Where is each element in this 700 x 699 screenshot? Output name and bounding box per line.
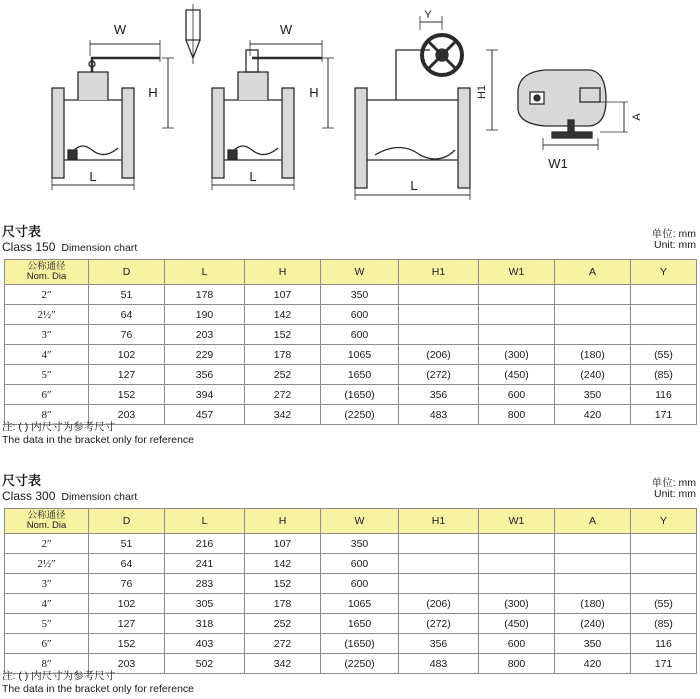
cell-w1: (450) — [479, 614, 555, 634]
cell-w: 350 — [321, 534, 399, 554]
header-w: W — [321, 509, 399, 534]
cell-a: 350 — [555, 634, 631, 654]
cell-h1: (206) — [399, 594, 479, 614]
table-row — [5, 614, 697, 634]
section-title: 尺寸表 — [2, 224, 42, 239]
cell-nom: 5″ — [5, 614, 89, 634]
label-w-left: W — [113, 22, 127, 37]
header-nom-en: Nom. Dia — [26, 520, 67, 531]
dimension-chart-label: Dimension chart — [61, 491, 138, 503]
cell-w1: (300) — [479, 594, 555, 614]
cell-l: 502 — [165, 654, 245, 674]
cell-nom: 2″ — [5, 285, 89, 305]
class-label: Class 150 — [2, 240, 56, 254]
table-row — [5, 594, 697, 614]
class-300-section — [0, 467, 700, 699]
cell-a — [555, 305, 631, 325]
cell-y — [631, 305, 697, 325]
header-w1: W1 — [479, 509, 555, 534]
cell-a: 420 — [555, 654, 631, 674]
header-h1: H1 — [399, 509, 479, 534]
header-d: D — [89, 509, 165, 534]
cell-w: 1650 — [321, 614, 399, 634]
dimension-table — [4, 259, 697, 425]
label-w-mid: W — [279, 22, 293, 37]
cell-l: 203 — [165, 325, 245, 345]
header-y: Y — [631, 260, 697, 285]
reference-note — [2, 670, 194, 696]
cell-nom: 4″ — [5, 594, 89, 614]
class-150-section — [0, 218, 700, 454]
cell-a: (180) — [555, 345, 631, 365]
cell-nom: 4″ — [5, 345, 89, 365]
header-h1: H1 — [399, 260, 479, 285]
cell-w: (1650) — [321, 385, 399, 405]
cell-h1: (272) — [399, 614, 479, 634]
cell-w1 — [479, 285, 555, 305]
section-subtitle — [2, 489, 137, 503]
label-y-right: Y — [424, 9, 432, 21]
cell-nom: 2″ — [5, 534, 89, 554]
cell-w1: 600 — [479, 634, 555, 654]
cell-a: 420 — [555, 405, 631, 425]
cell-nom: 3″ — [5, 574, 89, 594]
header-a: A — [555, 260, 631, 285]
cell-w: 600 — [321, 305, 399, 325]
reference-note — [2, 421, 194, 447]
table-row — [5, 305, 697, 325]
label-l-mid: L — [249, 169, 257, 184]
cell-h1 — [399, 554, 479, 574]
cell-d: 127 — [89, 614, 165, 634]
cell-w: 600 — [321, 554, 399, 574]
cell-w: (1650) — [321, 634, 399, 654]
note-en: The data in the bracket only for reference — [2, 434, 195, 446]
cell-w1 — [479, 574, 555, 594]
table-row — [5, 534, 697, 554]
cell-y — [631, 325, 697, 345]
cell-d: 51 — [89, 534, 165, 554]
cell-h: 152 — [245, 325, 321, 345]
class-label: Class 300 — [2, 489, 56, 503]
header-nom-cn: 公称通径 — [27, 510, 66, 521]
header-nom-dia — [5, 509, 89, 534]
cell-y: (55) — [631, 594, 697, 614]
cell-a — [555, 554, 631, 574]
cell-l: 229 — [165, 345, 245, 365]
cell-h1: (272) — [399, 365, 479, 385]
units-label — [652, 229, 696, 251]
label-h-left: H — [148, 85, 158, 100]
cell-w1: 800 — [479, 405, 555, 425]
cell-d: 152 — [89, 634, 165, 654]
cell-h1: 356 — [399, 634, 479, 654]
label-l-left: L — [89, 169, 97, 184]
cell-d: 102 — [89, 594, 165, 614]
cell-l: 190 — [165, 305, 245, 325]
note-en: The data in the bracket only for reference — [2, 683, 195, 695]
unit-en: Unit: mm — [654, 239, 696, 251]
cell-h: 178 — [245, 345, 321, 365]
cell-l: 318 — [165, 614, 245, 634]
cell-h: 342 — [245, 654, 321, 674]
cell-d: 102 — [89, 345, 165, 365]
cell-w: 600 — [321, 574, 399, 594]
cell-h1 — [399, 574, 479, 594]
cell-nom: 2½″ — [5, 554, 89, 574]
cell-w1 — [479, 325, 555, 345]
cell-a — [555, 325, 631, 345]
label-w1-side: W1 — [548, 156, 568, 171]
cell-d: 64 — [89, 554, 165, 574]
cell-h1: 483 — [399, 405, 479, 425]
cell-a: (180) — [555, 594, 631, 614]
header-l: L — [165, 260, 245, 285]
cell-h1: (206) — [399, 345, 479, 365]
cell-h: 342 — [245, 405, 321, 425]
header-h: H — [245, 260, 321, 285]
cell-w: 350 — [321, 285, 399, 305]
cell-a: (240) — [555, 365, 631, 385]
cell-d: 203 — [89, 405, 165, 425]
cell-h: 178 — [245, 594, 321, 614]
cell-d: 203 — [89, 654, 165, 674]
cell-a: 350 — [555, 385, 631, 405]
cell-w: 600 — [321, 325, 399, 345]
cell-w: 1650 — [321, 365, 399, 385]
gear-side-view — [518, 70, 628, 150]
header-nom-dia — [5, 260, 89, 285]
cell-a — [555, 285, 631, 305]
header-nom-cn: 公称通径 — [27, 261, 66, 272]
cell-h: 252 — [245, 365, 321, 385]
cell-y — [631, 574, 697, 594]
dimension-chart-label: Dimension chart — [61, 242, 138, 254]
cell-nom: 6″ — [5, 634, 89, 654]
header-l: L — [165, 509, 245, 534]
header-h: H — [245, 509, 321, 534]
cell-w: 1065 — [321, 345, 399, 365]
cell-h1 — [399, 285, 479, 305]
cell-d: 64 — [89, 305, 165, 325]
cell-l: 305 — [165, 594, 245, 614]
cell-h1: 356 — [399, 385, 479, 405]
cell-h: 252 — [245, 614, 321, 634]
note-cn: 注: ( ) 内尺寸为参考尺寸 — [2, 421, 116, 433]
cell-w: (2250) — [321, 405, 399, 425]
cell-l: 283 — [165, 574, 245, 594]
cell-l: 216 — [165, 534, 245, 554]
cell-h: 272 — [245, 385, 321, 405]
cell-nom: 8″ — [5, 654, 89, 674]
cell-a — [555, 534, 631, 554]
cell-w: 1065 — [321, 594, 399, 614]
label-l-right: L — [410, 178, 418, 193]
cell-nom: 2½″ — [5, 305, 89, 325]
table-row — [5, 325, 697, 345]
table-row — [5, 554, 697, 574]
cell-y — [631, 285, 697, 305]
cell-w1 — [479, 554, 555, 574]
label-h1-right: H1 — [476, 84, 488, 100]
cell-l: 178 — [165, 285, 245, 305]
cell-y — [631, 554, 697, 574]
cell-l: 457 — [165, 405, 245, 425]
cell-h1 — [399, 325, 479, 345]
cell-h: 142 — [245, 554, 321, 574]
cell-y: 116 — [631, 385, 697, 405]
cell-h1: 483 — [399, 654, 479, 674]
header-a: A — [555, 509, 631, 534]
unit-cn: 单位: mm — [651, 477, 696, 489]
note-cn: 注: ( ) 内尺寸为参考尺寸 — [2, 670, 116, 682]
label-h-mid: H — [309, 85, 319, 100]
cell-y: 116 — [631, 634, 697, 654]
cell-l: 356 — [165, 365, 245, 385]
cell-a — [555, 574, 631, 594]
cell-w1 — [479, 305, 555, 325]
table-header-row — [5, 509, 697, 534]
cell-y: (85) — [631, 614, 697, 634]
section-subtitle — [2, 240, 137, 254]
cell-h: 152 — [245, 574, 321, 594]
valve-drawing-gear — [355, 16, 498, 200]
cell-y: 171 — [631, 405, 697, 425]
table-row — [5, 285, 697, 305]
cell-w1: (300) — [479, 345, 555, 365]
cell-l: 403 — [165, 634, 245, 654]
cell-h: 107 — [245, 285, 321, 305]
section-title: 尺寸表 — [2, 473, 42, 488]
cell-y: (55) — [631, 345, 697, 365]
cell-w1: 600 — [479, 385, 555, 405]
label-a-side: A — [631, 113, 643, 121]
cell-w1 — [479, 534, 555, 554]
valve-drawing-lever-2 — [212, 40, 334, 190]
table-row — [5, 345, 697, 365]
cell-w: (2250) — [321, 654, 399, 674]
cell-h: 272 — [245, 634, 321, 654]
header-y: Y — [631, 509, 697, 534]
table-row — [5, 385, 697, 405]
cell-d: 76 — [89, 574, 165, 594]
header-w1: W1 — [479, 260, 555, 285]
cell-d: 127 — [89, 365, 165, 385]
cell-h: 107 — [245, 534, 321, 554]
cell-h: 142 — [245, 305, 321, 325]
valve-drawings — [0, 0, 700, 215]
cell-l: 394 — [165, 385, 245, 405]
header-w: W — [321, 260, 399, 285]
table-row — [5, 574, 697, 594]
cell-a: (240) — [555, 614, 631, 634]
cell-h1 — [399, 305, 479, 325]
cell-d: 152 — [89, 385, 165, 405]
unit-cn: 单位: mm — [651, 228, 696, 240]
cell-y: (85) — [631, 365, 697, 385]
dimension-table — [4, 508, 697, 674]
cell-nom: 3″ — [5, 325, 89, 345]
cell-nom: 5″ — [5, 365, 89, 385]
units-label — [652, 478, 696, 500]
table-header-row — [5, 260, 697, 285]
cell-l: 241 — [165, 554, 245, 574]
cell-w1: (450) — [479, 365, 555, 385]
cell-h1 — [399, 534, 479, 554]
cell-nom: 6″ — [5, 385, 89, 405]
cell-d: 51 — [89, 285, 165, 305]
table-row — [5, 634, 697, 654]
cell-y — [631, 534, 697, 554]
cell-d: 76 — [89, 325, 165, 345]
cell-w1: 800 — [479, 654, 555, 674]
header-nom-en: Nom. Dia — [26, 271, 67, 282]
unit-en: Unit: mm — [654, 488, 696, 500]
cell-y: 171 — [631, 654, 697, 674]
table-row — [5, 365, 697, 385]
cell-nom: 8″ — [5, 405, 89, 425]
header-d: D — [89, 260, 165, 285]
